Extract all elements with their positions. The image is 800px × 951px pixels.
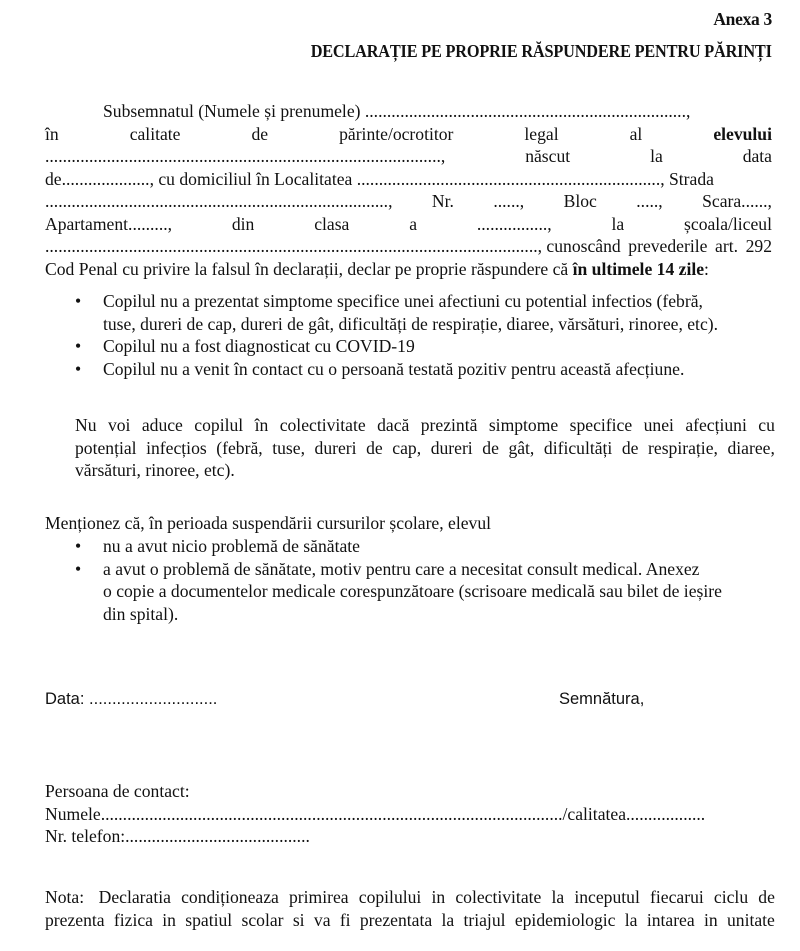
option-text: a avut o problemă de sănătate, motiv pentru care a necesitat consult medical. Anexez (103, 558, 700, 579)
contact-section (45, 780, 772, 848)
bullet-icon: • (75, 536, 82, 556)
condition-line-3: vărsături, rinoree, etc). (75, 460, 235, 480)
word: născut (525, 146, 571, 166)
word: unei (643, 415, 674, 435)
option-text: o copie a documentelor medicale corespunzătoare (scrisoare medicală sau bilet de ieșire (103, 581, 722, 601)
student-label: elevului (713, 123, 772, 144)
word: fiecarui (650, 887, 704, 907)
word: art. (715, 236, 738, 256)
word: clasa (314, 213, 350, 234)
word: cap, (392, 437, 422, 458)
bullet-text: tuse, dureri de cap, dureri de gât, dificultăți de respirație, diaree, vărsături, rinoree, etc). (103, 313, 719, 334)
bullet-item-no-symptoms (75, 290, 775, 335)
student-name-field[interactable]: .........................................................................................., (45, 146, 446, 166)
word: scolar (241, 909, 284, 930)
word: Nota: (45, 887, 85, 907)
bullet-icon: • (75, 358, 82, 379)
word: spatiul (185, 909, 233, 930)
legal-statement: Cod Penal cu privire la falsul în declarații, declar pe proprie răspundere că (45, 258, 573, 279)
word: la (624, 909, 638, 930)
word: de (251, 123, 269, 144)
declaration-bullet-list (75, 290, 775, 380)
declaration-paragraph (45, 100, 772, 280)
word: Bloc (563, 191, 597, 211)
word: si (292, 909, 305, 930)
signature-label: Semnătura, (559, 690, 645, 708)
word: in (431, 887, 446, 907)
document-title: DECLARAȚIE PE PROPRIE RĂSPUNDERE PENTRU PĂRINȚI (310, 41, 772, 61)
word: a (409, 213, 418, 234)
mention-intro: Menționez că, în perioada suspendării cursurilor școlare, elevul (45, 513, 492, 533)
word: aduce (141, 415, 183, 435)
bullet-item-no-covid (75, 335, 775, 358)
contact-phone-field[interactable]: Nr. telefon:.......................................... (45, 826, 310, 846)
class-field[interactable]: ................, (476, 213, 552, 234)
declaration-line-2 (45, 123, 772, 146)
word: copilului (358, 887, 422, 907)
word: colectivitate (279, 415, 366, 435)
word: în (254, 415, 269, 435)
word: Declaratia (94, 887, 171, 907)
note-line-2 (45, 909, 775, 932)
note-line-1 (45, 886, 775, 909)
word: tuse, (272, 437, 305, 458)
word: gât, (508, 437, 535, 458)
word: colectivitate (455, 887, 542, 907)
health-status-options (75, 535, 775, 625)
word: epidemiologic (514, 909, 616, 930)
word: de (621, 437, 639, 458)
declaration-line-8 (45, 258, 772, 281)
word: va (313, 909, 331, 930)
word: copilul (194, 415, 244, 435)
word: de (482, 437, 499, 458)
punctuation: : (704, 258, 709, 279)
word: condiționeaza (181, 887, 279, 907)
declaration-line-1 (45, 100, 772, 123)
condition-paragraph (75, 414, 775, 482)
word: la (551, 887, 565, 907)
stair-field[interactable]: Scara......, (702, 191, 772, 211)
word: fi (339, 909, 351, 930)
word: respirație, (648, 437, 718, 458)
word: afecțiuni (685, 415, 747, 435)
word: (febră, (216, 437, 263, 458)
word: Nu (75, 415, 97, 435)
word: părinte/ocrotitor (339, 123, 454, 144)
bullet-icon: • (75, 291, 82, 311)
word: intarea (646, 909, 695, 930)
date-field[interactable]: Data: ............................ (45, 690, 218, 708)
contact-name-field[interactable]: Numele........................................................................................................./calitatea.................. (45, 803, 706, 824)
word: ciclu (713, 887, 749, 907)
word: în (45, 123, 59, 144)
word: prevederile (628, 236, 708, 256)
word: de (758, 887, 775, 907)
bullet-text: Copilul nu a fost diagnosticat cu COVID-19 (103, 336, 415, 356)
option-text: din spital). (103, 603, 179, 624)
word: dificultăți (543, 437, 613, 458)
bullet-icon: • (75, 558, 82, 579)
contact-heading: Persoana de contact: (45, 781, 190, 801)
word: dureri (430, 437, 473, 458)
bullet-text: Copilul nu a prezentat simptome specifice unei afectiuni cu potential infectios (febră, (103, 291, 703, 311)
apartment-field[interactable]: Apartament........., (45, 213, 173, 234)
option-no-health-problem[interactable] (75, 535, 775, 558)
word: data (742, 146, 772, 166)
annex-number: Anexa 3 (713, 9, 772, 29)
declaration-line-5 (45, 190, 772, 213)
word: legal (524, 123, 559, 144)
bullet-item-no-contact (75, 358, 775, 381)
street-field[interactable]: .............................................................................., (45, 191, 393, 211)
word: calitate (129, 123, 181, 144)
word: la (441, 909, 455, 930)
word: inceputul (574, 887, 640, 907)
bullet-text: Copilul nu a venit în contact cu o persoană testată pozitiv pentru această afecțiune. (103, 358, 685, 379)
declaration-line-7 (45, 235, 772, 258)
word: in (703, 909, 718, 930)
word: al (629, 123, 643, 144)
declaration-line-6 (45, 213, 772, 236)
word: potențial (75, 437, 137, 458)
word: unitate (726, 909, 775, 930)
word: fizica (113, 909, 153, 930)
word: in (162, 909, 176, 930)
school-field[interactable]: ................................................................................................................, cunoscând (45, 236, 621, 256)
word: școala/liceul (684, 213, 772, 234)
option-text: nu a avut nicio problemă de sănătate (103, 536, 360, 556)
bullet-icon: • (75, 336, 82, 356)
word: diaree, (727, 437, 775, 458)
word: dacă (377, 415, 410, 435)
note-section (45, 886, 775, 931)
condition-line-2 (75, 437, 775, 460)
option-had-health-problem[interactable] (75, 558, 775, 626)
period-emphasis: în ultimele 14 zile (572, 258, 705, 279)
condition-line-1 (75, 414, 775, 437)
birthdate-locality-field[interactable]: de...................., cu domiciliul în Localitatea ....................................................................., Strada (45, 168, 714, 189)
declaration-line-3 (45, 145, 772, 168)
declaration-line-4 (45, 168, 772, 191)
word: la (650, 146, 663, 166)
word: prezintă (420, 415, 478, 435)
word: la (611, 213, 625, 234)
word: primirea (289, 887, 349, 907)
word: cu (758, 415, 775, 435)
word: din (231, 213, 255, 234)
word: de (366, 437, 383, 458)
word: prezenta (45, 909, 105, 930)
word: specifice (569, 415, 633, 435)
number-field[interactable]: ......, (493, 191, 525, 211)
name-field-line[interactable]: Subsemnatul (Numele și prenumele) ........................................................................., (103, 101, 691, 121)
word: prezentata (359, 909, 433, 930)
word: dureri (314, 437, 357, 458)
word: infecțios (146, 437, 207, 458)
word: Nr. (431, 191, 454, 211)
block-field[interactable]: ....., (636, 191, 663, 211)
word: 292 (745, 236, 772, 256)
word: triajul (463, 909, 506, 930)
word: voi (107, 415, 131, 435)
word: simptome (488, 415, 559, 435)
